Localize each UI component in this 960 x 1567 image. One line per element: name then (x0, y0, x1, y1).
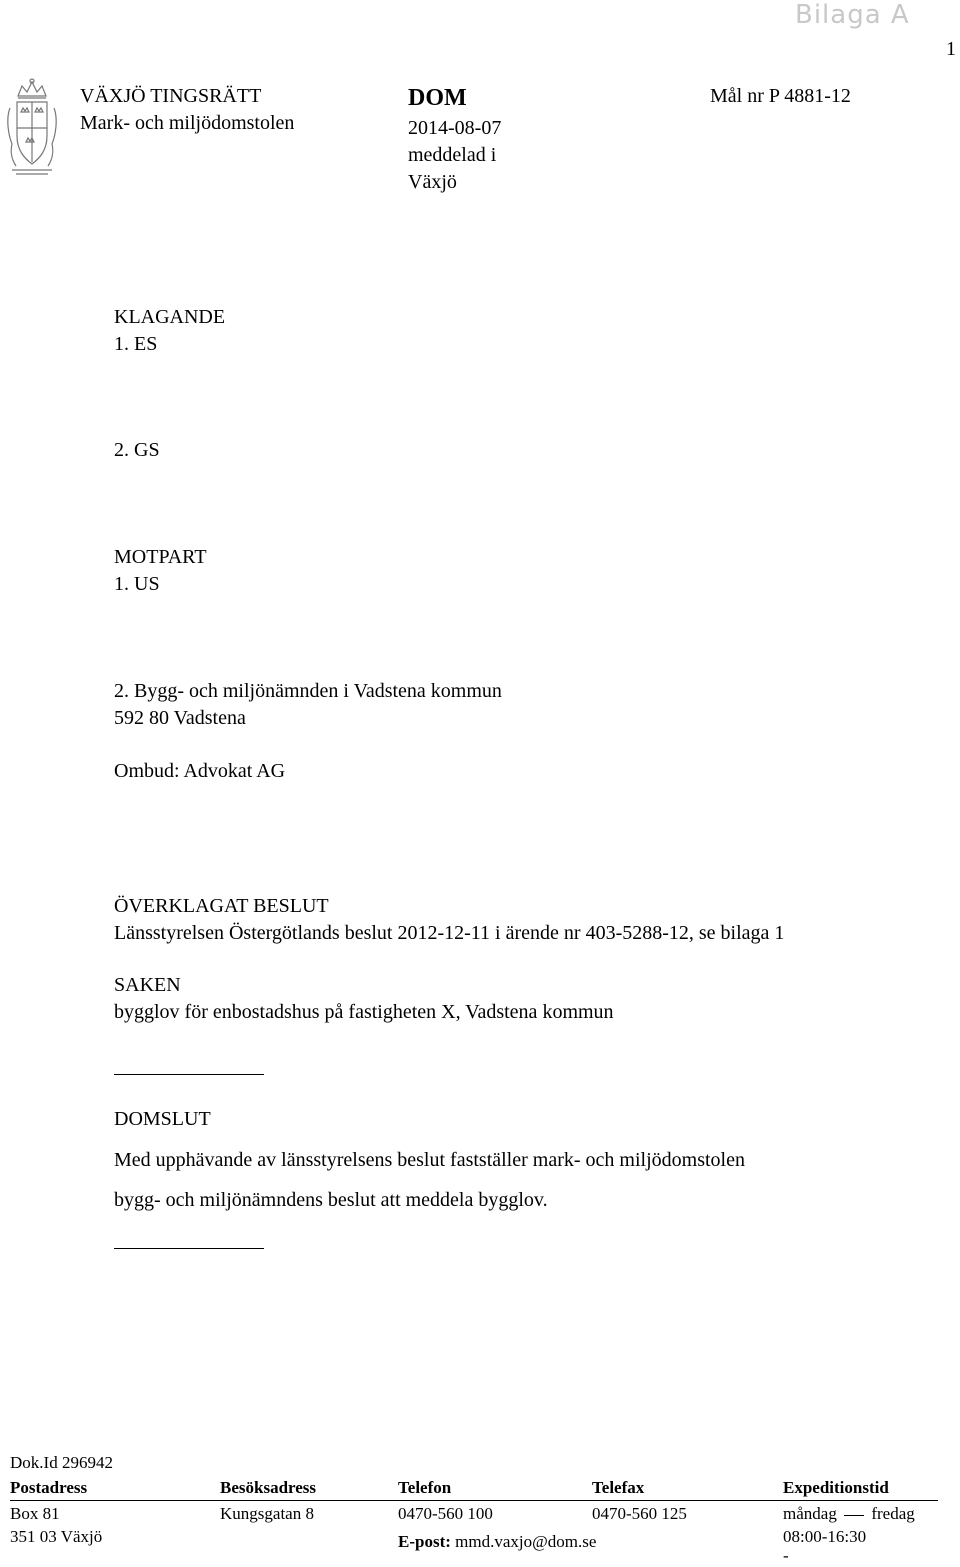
counsel: Ombud: Advokat AG (114, 760, 286, 782)
court-name: VÄXJÖ TINGSRÄTT (80, 85, 262, 107)
footer-hours-header: Expeditionstid (783, 1478, 889, 1497)
footer-hours-line2: 08:00-16:30 (783, 1527, 867, 1546)
appealed-decision-heading: ÖVERKLAGAT BESLUT (114, 895, 329, 917)
court-department: Mark- och miljödomstolen (80, 112, 295, 134)
footer-email-address[interactable]: mmd.vaxjo@dom.se (455, 1532, 597, 1551)
footer-visit-address: Kungsgatan 8 (220, 1504, 314, 1523)
footer-postal-line2: 351 03 Växjö (10, 1527, 103, 1546)
footer-hours-end-day: fredag (871, 1504, 915, 1523)
page-number: 1 (946, 38, 956, 60)
footer-hours-line3: - (783, 1546, 789, 1565)
decision-type: DOM (408, 85, 467, 111)
ruling-line-2: bygg- och miljönämndens beslut att meddela bygglov. (114, 1189, 548, 1211)
document-id: Dok.Id 296942 (10, 1453, 113, 1472)
appellants-heading: KLAGANDE (114, 306, 226, 328)
footer-visit-header: Besöksadress (220, 1478, 317, 1497)
counterparty-1: 1. US (114, 573, 160, 595)
ruling-line-1: Med upphävande av länsstyrelsens beslut fastställer mark- och miljödomstolen (114, 1149, 745, 1171)
footer-postal-header: Postadress (10, 1478, 88, 1497)
appealed-decision-text: Länsstyrelsen Östergötlands beslut 2012-12-11 i ärende nr 403-5288-12, se bilaga 1 (114, 922, 785, 944)
footer-phone: 0470-560 100 (398, 1504, 493, 1523)
footer-postal-line1: Box 81 (10, 1504, 60, 1523)
footer-email-label: E-post: (398, 1532, 451, 1551)
matter-heading: SAKEN (114, 974, 181, 996)
footer-fax-header: Telefax (592, 1478, 645, 1497)
appellant-2: 2. GS (114, 439, 160, 461)
appellant-1: 1. ES (114, 333, 158, 355)
footer-phone-header: Telefon (398, 1478, 452, 1497)
bilaga-stamp: Bilaga A (795, 0, 910, 30)
counterparty-2-name: 2. Bygg- och miljönämnden i Vadstena kommun (114, 680, 502, 702)
footer-rule (10, 1500, 938, 1501)
decision-date: 2014-08-07 (408, 117, 502, 139)
swedish-coat-of-arms-icon (4, 78, 60, 178)
footer-hours-dash (844, 1515, 864, 1516)
divider-rule-1 (114, 1074, 264, 1075)
counterparty-2-address: 592 80 Vadstena (114, 707, 246, 729)
matter-text: bygglov för enbostadshus på fastigheten X, Vadstena kommun (114, 1001, 614, 1023)
footer-fax: 0470-560 125 (592, 1504, 687, 1523)
case-number: Mål nr P 4881-12 (710, 85, 851, 107)
ruling-heading: DOMSLUT (114, 1108, 211, 1130)
counterparties-heading: MOTPART (114, 546, 207, 568)
footer-hours-start-day: måndag (783, 1504, 837, 1523)
footer-email[interactable] (398, 1531, 596, 1553)
footer-hours-line1 (783, 1503, 913, 1525)
divider-rule-2 (114, 1248, 264, 1249)
decision-delivered-line2: Växjö (408, 171, 457, 193)
decision-delivered-line1: meddelad i (408, 144, 497, 166)
